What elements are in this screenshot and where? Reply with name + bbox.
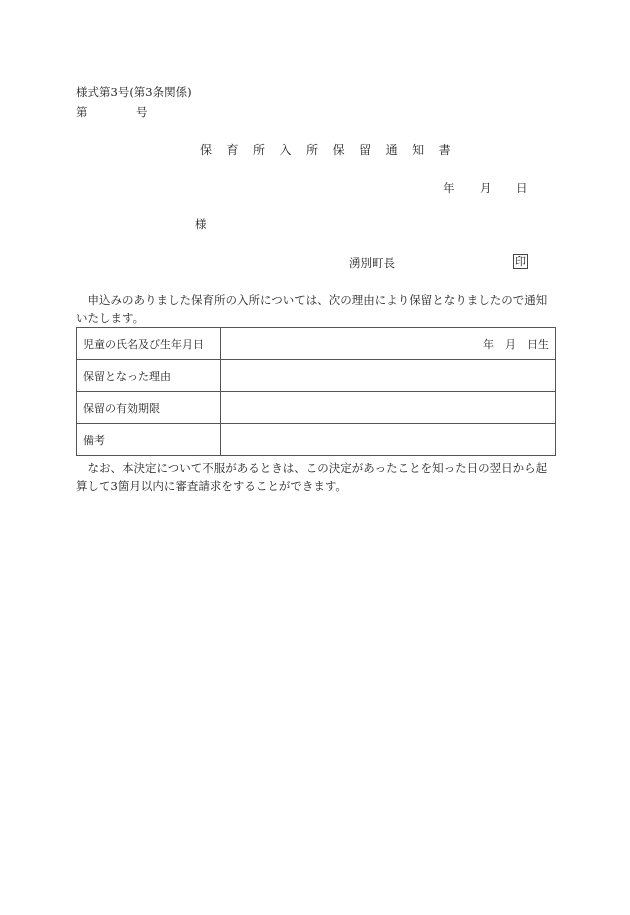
form-label: 様式第3号(第3条関係): [76, 85, 192, 99]
title-char: 書: [438, 143, 451, 157]
date-year: 年: [443, 181, 455, 195]
row-value[interactable]: [221, 424, 556, 456]
table-row: [77, 360, 556, 392]
title-char: 所: [253, 143, 266, 157]
info-table: [76, 327, 556, 456]
title-char: 留: [359, 143, 372, 157]
table-row: [77, 328, 556, 360]
title-char: 知: [412, 143, 425, 157]
row-label: 児童の氏名及び生年月日: [77, 328, 221, 360]
document-title: [200, 141, 465, 158]
title-char: 通: [385, 143, 398, 157]
date-day: 日: [516, 181, 528, 195]
addressee-suffix: 様: [195, 217, 207, 231]
number-line-suffix: 号: [136, 105, 148, 119]
title-char: 保: [200, 143, 213, 157]
row-label: 保留の有効期限: [77, 392, 221, 424]
intro-paragraph: 申込みのありました保育所の入所については、次の理由により保留となりましたので通知いたします。: [76, 293, 548, 325]
issuer-name: 湧別町長: [349, 256, 395, 270]
title-char: 育: [226, 143, 239, 157]
row-value[interactable]: 年 月 日生: [221, 328, 556, 360]
title-char: 入: [279, 143, 292, 157]
row-label: 保留となった理由: [77, 360, 221, 392]
closing-paragraph: なお、本決定について不服があるときは、この決定があったことを知った日の翌日から起算して3箇月以内に審査請求をすることができます。: [76, 461, 548, 493]
table-row: [77, 424, 556, 456]
row-label: 備考: [77, 424, 221, 456]
table-row: [77, 392, 556, 424]
title-char: 所: [306, 143, 319, 157]
number-line-prefix: 第: [76, 105, 88, 119]
title-char: 保: [332, 143, 345, 157]
row-value[interactable]: [221, 392, 556, 424]
seal-mark: 印: [515, 255, 526, 268]
date-month: 月: [480, 181, 492, 195]
row-value[interactable]: [221, 360, 556, 392]
